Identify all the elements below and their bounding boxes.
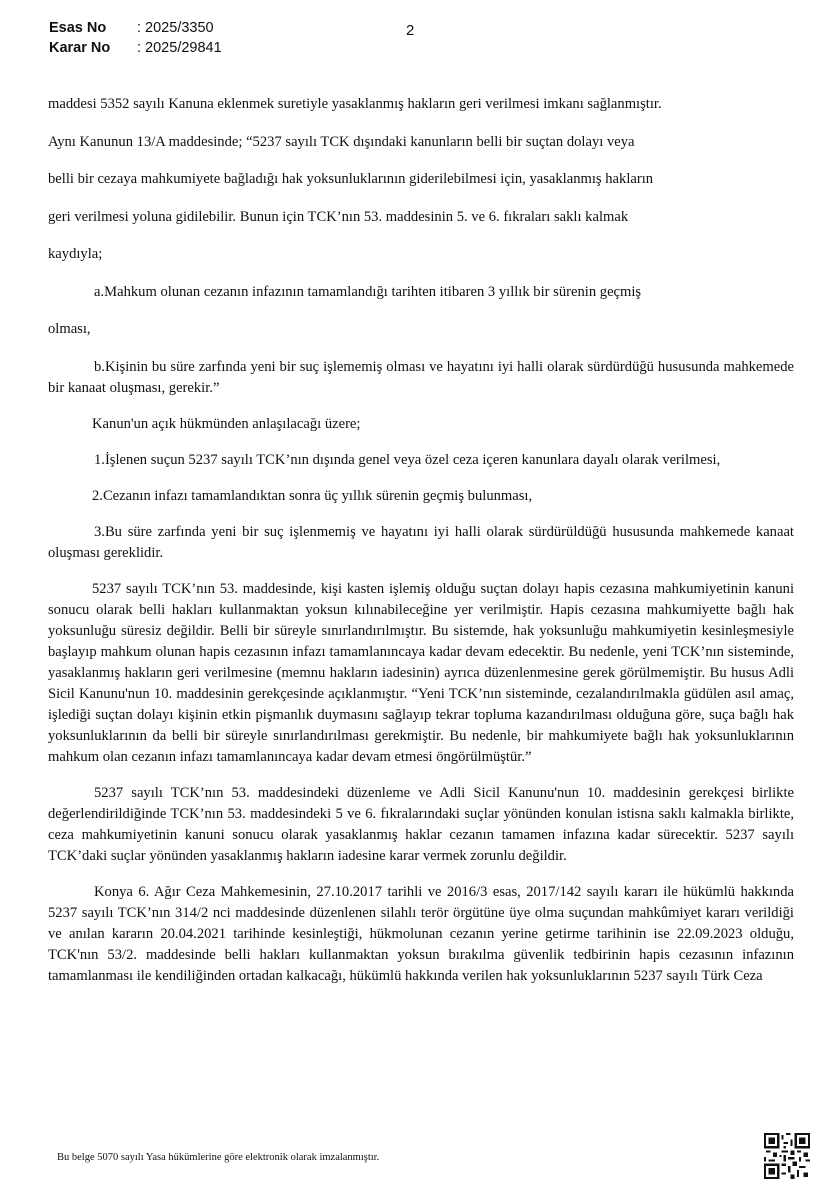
esas-row: [49, 18, 222, 38]
condition-3: 3.Bu süre zarfında yeni bir suç işlenmemiş ve hayatını iyi halli olarak sürdürüldüğü hususunda mahkemede kanaat oluşması gereklidir.: [48, 523, 794, 561]
karar-label: Karar No: [49, 40, 111, 56]
body-line: Aynı Kanunun 13/A maddesinde; “5237 sayılı TCK dışındaki kanunların belli bir suçtan dolayı veya: [48, 133, 635, 150]
clause-a: a.Mahkum olunan cezanın infazının tamamlandığı tarihten itibaren 3 yıllık bir sürenin geçmiş: [94, 283, 642, 300]
document-body: [48, 86, 794, 987]
clause-b: b.Kişinin bu süre zarfında yeni bir suç işlememiş olması ve hayatını iyi halli olarak sürdürdüğü hususunda mahkemede bir kanaat oluşması, gerekir.”: [48, 358, 794, 396]
esas-value: : 2025/3350: [137, 20, 214, 36]
law-intro: Kanun'un açık hükmünden anlaşılacağı üzere;: [92, 415, 361, 432]
qr-code-icon: [764, 1133, 810, 1179]
karar-row: [49, 38, 222, 58]
case-header: [49, 18, 222, 58]
paragraph-2: 5237 sayılı TCK’nın 53. maddesindeki düzenleme ve Adli Sicil Kanunu'nun 10. maddesinin gerekçesi birlikte değerlendirildiğinde TCK’nın 53. maddesindeki 5 ve 6. fıkralarındaki suçlar yönünden konulan istisna saklı kalmakla birlikte, ceza mahkumiyetinin kanuni sonucu olarak yasaklanmış haklar cezanın tamamen infazına kadar sürecektir. 5237 sayılı TCK’daki suçlar yönünden yasaklanmış hakların iadesine karar vermek zorunlu değildir.: [48, 784, 794, 864]
e-signature-note: Bu belge 5070 sayılı Yasa hükümlerine göre elektronik olarak imzalanmıştır.: [57, 1152, 380, 1163]
karar-value: : 2025/29841: [137, 40, 222, 56]
paragraph-1: 5237 sayılı TCK’nın 53. maddesinde, kişi kasten işlemiş olduğu suçtan dolayı hapis cezasına mahkumiyetinin kanuni sonucu olarak belli hakları kullanmaktan yoksun kılınabileceğine yer verilmiştir. Hapis cezasına mahkumiyette bağlı hak yoksunluğu süresiz değildir. Belli bir süreyle sınırlandırılmıştır. Bu sistemde, hak yoksunluğu mahkumiyetin kesinleşmesiyle başlayıp mahkum olunan hapis cezasının infazı tamamlanıncaya kadar devam edecektir. Bu nedenle, yeni TCK’nın sisteminde, yasaklanmış hakların geri verilmesine (memnu hakların iadesinin) ayrıca düzenlenmesine gerek görülmemiştir. Bu husus Adli Sicil Kanunu'nun 10. maddesinin gerekçesinde açıklanmıştır. “Yeni TCK’nın sisteminde, cezalandırılmakla güdülen asıl amaç, işlediği suçtan dolayı kişinin etkin pişmanlık duymasını sağlayıp tekrar topluma kazandırılması olduğuna göre, suça bağlı hak yoksunluklarının da belli bir süreyle sınırlandırılması gerekmiştir. Bu nedenle, bir mahkumiyete bağlı hak yoksunluklarının mahkum olan cezanın infazı tamamlanıncaya kadar devam etmesi öngörülmüştür.”: [48, 580, 794, 765]
body-line: kaydıyla;: [48, 246, 103, 262]
body-line: geri verilmesi yoluna gidilebilir. Bunun için TCK’nın 53. maddesinin 5. ve 6. fıkraları saklı kalmak: [48, 208, 629, 225]
page-number: 2: [406, 22, 415, 39]
body-line: belli bir cezaya mahkumiyete bağladığı hak yoksunluklarının giderilebilmesi için, yasaklanmış hakların: [48, 171, 654, 187]
body-line: maddesi 5352 sayılı Kanuna eklenmek suretiyle yasaklanmış hakların geri verilmesi imkanı sağlanmıştır.: [48, 96, 662, 112]
condition-2: 2.Cezanın infazı tamamlandıktan sonra üç yıllık sürenin geçmiş bulunması,: [92, 487, 533, 504]
condition-1: 1.İşlenen suçun 5237 sayılı TCK’nın dışında genel veya özel ceza içeren kanunlara dayalı olarak verilmesi,: [94, 451, 721, 468]
paragraph-3: Konya 6. Ağır Ceza Mahkemesinin, 27.10.2017 tarihli ve 2016/3 esas, 2017/142 sayılı kararı ile hükümlü hakkında 5237 sayılı TCK’nın 314/2 nci maddesinde düzenlenen silahlı terör örgütüne üye olma suçundan mahkûmiyet kararı verildiği ve anılan kararın 20.04.2021 tarihinde kesinleştiği, hükmolunan cezanın yerine getirme tarihinin ise 22.09.2023 olduğu, TCK'nın 53/2. maddesinde belli hakları kullanmaktan yoksun bırakılma güvenlik tedbirinin hapis cezasının infazının tamamlanması ile kendiliğinden ortadan kalkacağı, hükümlü hakkında verilen hak yoksunluklarının 5237 sayılı Türk Ceza: [48, 883, 794, 984]
esas-label: Esas No: [49, 20, 107, 36]
clause-a-continued: olması,: [48, 321, 91, 337]
